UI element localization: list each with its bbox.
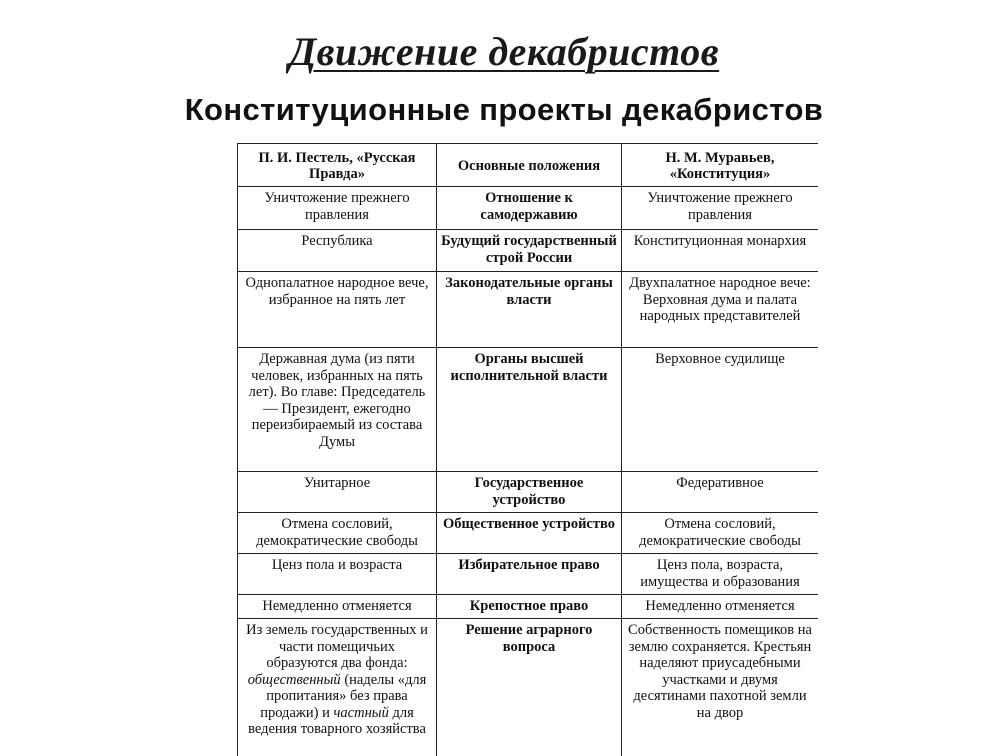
cell-muravyov: Верховное судилище <box>622 348 819 472</box>
table-header-row <box>238 144 819 187</box>
table-row <box>238 230 819 272</box>
cell-pestel: Немедленно отменяется <box>238 595 437 619</box>
cell-muravyov: Двухпалатное народное вече: Верховная дума и палата народных представителей <box>622 272 819 348</box>
agrarian-fund2-rest: для ведения товарного хозяйства <box>248 704 426 737</box>
cell-pestel: Уничтожение прежнего правления <box>238 187 437 230</box>
cell-pestel: Республика <box>238 230 437 272</box>
header-main-provisions: Основные положения <box>437 144 622 187</box>
table-row <box>238 513 819 554</box>
agrarian-fund1-name: общественный <box>247 671 341 688</box>
cell-muravyov: Ценз пола, возраста, имущества и образования <box>622 554 819 595</box>
cell-pestel: Отмена сословий, демократические свободы <box>238 513 437 554</box>
agrarian-fund2-name: частный <box>333 704 389 721</box>
agrarian-conjunction: и <box>322 704 330 721</box>
agrarian-fund1-rest: (наделы «для пропитания» без права продажи) <box>260 671 427 721</box>
cell-topic: Общественное устройство <box>437 513 622 554</box>
cell-topic: Органы высшей исполнительной власти <box>437 348 622 472</box>
table-row <box>238 472 819 513</box>
cell-pestel: Однопалатное народное вече, избранное на пять лет <box>238 272 437 348</box>
table-row <box>238 272 819 348</box>
header-muravyov: Н. М. Муравьев, «Конституция» <box>622 144 819 187</box>
cell-muravyov: Отмена сословий, демократические свободы <box>622 513 819 554</box>
cell-topic: Избирательное право <box>437 554 622 595</box>
page-title: Движение декабристов <box>288 29 720 74</box>
cell-topic: Будущий государственный строй России <box>437 230 622 272</box>
comparison-table-container <box>237 143 818 756</box>
cell-topic: Крепостное право <box>437 595 622 619</box>
table-row <box>238 595 819 619</box>
table-row <box>238 348 819 472</box>
table-row <box>238 619 819 756</box>
cell-muravyov: Немедленно отменяется <box>622 595 819 619</box>
comparison-table <box>237 143 818 756</box>
cell-pestel: Унитарное <box>238 472 437 513</box>
cell-muravyov: Собственность помещиков на землю сохраняется. Крестьян наделяют приусадебными участками и двумя десятинами пахотной земли на двор <box>622 619 819 756</box>
agrarian-intro-text: Из земель государственных и части помещичьих образуются два фонда: <box>246 622 428 671</box>
page-subtitle: Конституционные проекты декабристов <box>184 92 824 127</box>
table-row <box>238 187 819 230</box>
cell-pestel: Державная дума (из пяти человек, избранных на пять лет). Во главе: Председатель — Президент, ежегодно переизбираемый из состава Думы <box>238 348 437 472</box>
table-row <box>238 554 819 595</box>
cell-topic: Решение аграрного вопроса <box>437 619 622 756</box>
cell-topic: Законодательные органы власти <box>437 272 622 348</box>
cell-muravyov: Уничтожение прежнего правления <box>622 187 819 230</box>
cell-muravyov: Конституционная монархия <box>622 230 819 272</box>
cell-pestel-agrarian <box>238 619 437 756</box>
header-pestel: П. И. Пестель, «Русская Правда» <box>238 144 437 187</box>
cell-topic: Государственное устройство <box>437 472 622 513</box>
cell-pestel: Ценз пола и возраста <box>238 554 437 595</box>
cell-muravyov: Федеративное <box>622 472 819 513</box>
cell-topic: Отношение к самодержавию <box>437 187 622 230</box>
